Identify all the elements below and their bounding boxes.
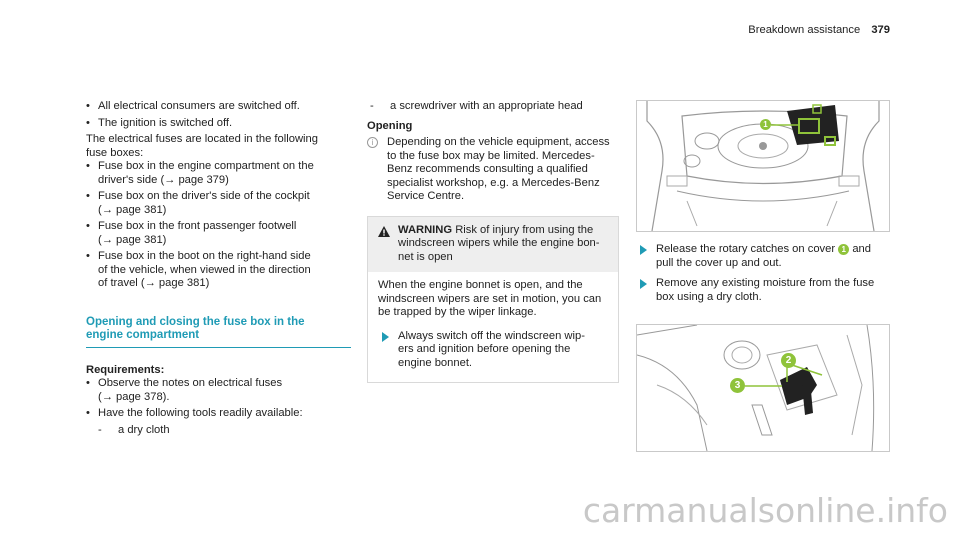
tool-text: a dry cloth [118,423,170,436]
item-line: • Fuse box in the front passenger footwell [98,220,297,232]
step-arrow-icon [640,279,647,289]
item-link[interactable]: driver's side (→ page 379) [98,173,229,186]
tip-line: Depending on the vehicle equipment, access [387,136,610,148]
title-line: Opening and closing the fuse box in the [86,315,305,328]
section-title [86,316,351,343]
bullet-consumers: • All electrical consumers are switched off. [86,100,351,114]
warning-line [398,224,608,238]
section-rule [86,347,351,348]
warning-line: windscreen wipers while the engine bon- [398,237,600,249]
title-line: engine compartment [86,329,200,341]
step-line: engine bonnet. [398,356,473,369]
requirement-item [86,407,351,421]
page-header [748,24,890,38]
step-line: pull the cover up and out. [656,256,782,269]
step-text: and [852,243,871,255]
step-line: box using a dry cloth. [656,290,762,303]
tip-line: Service Centre. [387,190,465,202]
item-link[interactable]: of travel (→ page 381) [98,277,210,289]
requirements-label: Requirements: [86,363,165,376]
item-line: • Fuse box on the driver's side of the cockpit [98,190,310,202]
item-line: • Fuse box in the engine compartment on the [98,160,314,172]
header-section: Breakdown assistance [748,24,861,36]
inline-callout-1: 1 [838,244,849,255]
fuse-box-figure [636,324,890,452]
page-number: 379 [871,24,890,36]
step-line: ers and ignition before opening the [398,343,571,355]
warning-icon [378,226,390,237]
tool-item [98,424,351,438]
tool-item [370,100,619,114]
fuse-box-illustration [637,325,889,451]
warning-body-line: windscreen wipers are set in motion, you can [378,292,602,305]
step-release-catches [636,243,890,270]
warning-body-line: be trapped by the wiper linkage. [378,306,537,318]
dash-marker: - [370,100,374,112]
item-line: of the vehicle, when viewed in the direction [98,263,311,276]
engine-compartment-figure [636,100,890,232]
intro-line: The electrical fuses are located in the following [86,133,318,145]
tip-line: to the fuse box may be limited. Mercedes- [387,149,595,162]
item-link[interactable]: (→ page 381) [98,203,167,216]
step-line: Always switch off the windscreen wip- [398,329,585,342]
fuse-box-item [86,160,351,187]
item-line: • Have the following tools readily available: [98,407,303,419]
column-1 [86,100,351,437]
figure-callout-3: 3 [730,378,745,393]
warning-text [378,224,608,265]
warning-header [368,217,618,273]
warning-label: WARNING [398,223,453,236]
bullet-ignition: • The ignition is switched off. [86,117,351,131]
step-line [656,243,890,257]
warning-box [367,216,619,384]
figure-callout-2: 2 [781,353,796,368]
warning-body [368,272,618,382]
item-link[interactable]: (→ page 381) [98,233,167,246]
step-arrow-icon [640,245,647,255]
info-icon: i [367,137,378,148]
tip-note [367,136,619,204]
item-line: • Fuse box in the boot on the right-hand side [98,250,311,262]
figure-callout-1: 1 [760,119,771,130]
watermark: carmanualsonline.info [582,491,948,530]
fuse-box-item [86,250,351,291]
requirement-item [86,377,351,404]
fuse-intro [86,133,351,160]
fuse-box-item [86,190,351,217]
warning-head-text: Risk of injury from using the [455,223,594,236]
step-text: Release the rotary catches on cover [656,243,836,255]
warning-step [378,330,608,371]
step-remove-moisture [636,277,890,304]
column-2 [367,100,619,383]
item-link[interactable]: (→ page 378). [98,390,170,403]
column-3 [636,100,890,452]
intro-line: fuse boxes: [86,146,144,159]
step-line: Remove any existing moisture from the fuse [656,277,875,289]
fuse-box-item [86,220,351,247]
tip-line: specialist workshop, e.g. a Mercedes-Benz [387,176,600,189]
warning-body-line: When the engine bonnet is open, and the [378,279,583,291]
item-line: • Observe the notes on electrical fuses [98,377,283,389]
warning-line: net is open [398,250,453,263]
opening-label: Opening [367,119,413,132]
step-arrow-icon [382,332,389,342]
tip-line: Benz recommends consulting a qualified [387,163,588,175]
tool-text: a screwdriver with an appropriate head [390,100,583,112]
dash-marker: - [98,423,102,436]
